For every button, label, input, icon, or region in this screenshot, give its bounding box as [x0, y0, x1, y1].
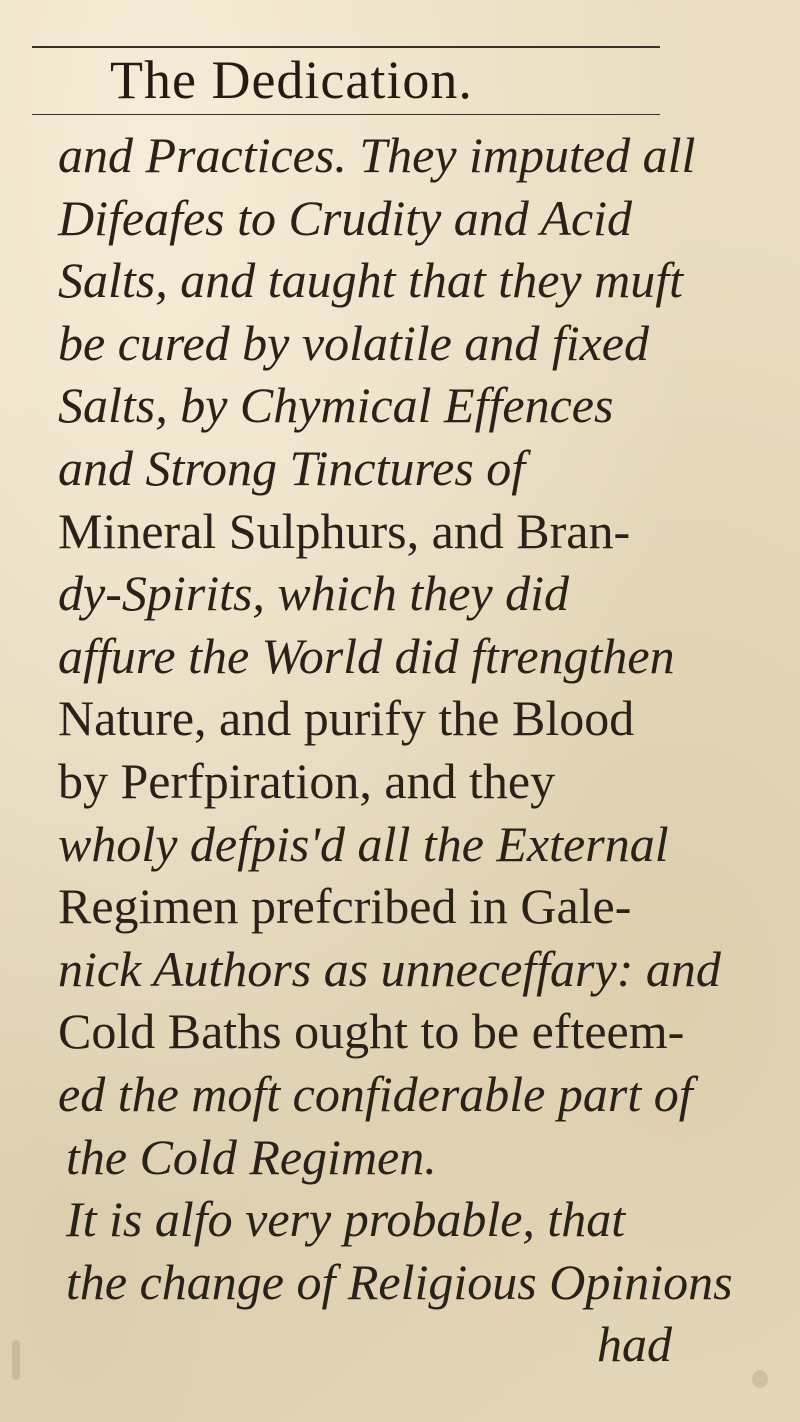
body-text — [22, 124, 742, 1376]
catchword: had — [597, 1316, 672, 1373]
text-line: by Perfpiration, and they — [58, 752, 556, 809]
paper-stain — [12, 1340, 20, 1380]
text-line: Cold Baths ought to be efteem- — [58, 1003, 685, 1060]
text-line: affure the World did ftrengthen — [58, 627, 675, 684]
text-line: and Strong Tinctures of — [58, 439, 526, 496]
text-line: wholy defpis'd all the External — [58, 815, 669, 872]
text-line: nick Authors as unneceffary: and — [58, 940, 721, 997]
text-line: Difeafes to Crudity and Acid — [58, 189, 633, 246]
text-line: Nature, and purify the Blood — [58, 690, 635, 747]
text-line: dy-Spirits, which they did — [58, 565, 570, 622]
text-line: Mineral Sulphurs, and Bran- — [58, 502, 631, 559]
running-head: The Dedication. — [110, 50, 473, 110]
text-line: Regimen prefcribed in Gale- — [58, 878, 632, 935]
header-rule-bottom — [32, 114, 660, 115]
text-line: Salts, and taught that they muft — [58, 252, 683, 309]
text-line: It is alfo very probable, that — [66, 1191, 626, 1248]
text-line: the change of Religious Opinions — [66, 1253, 733, 1310]
paper-stain — [752, 1370, 768, 1388]
text-line: be cured by volatile and fixed — [58, 314, 649, 371]
text-line: and Practices. They imputed all — [58, 127, 696, 183]
text-line: Salts, by Chymical Effences — [58, 377, 614, 434]
text-line: ed the moft confiderable part of — [58, 1065, 693, 1122]
text-line: the Cold Regimen. — [66, 1128, 437, 1185]
